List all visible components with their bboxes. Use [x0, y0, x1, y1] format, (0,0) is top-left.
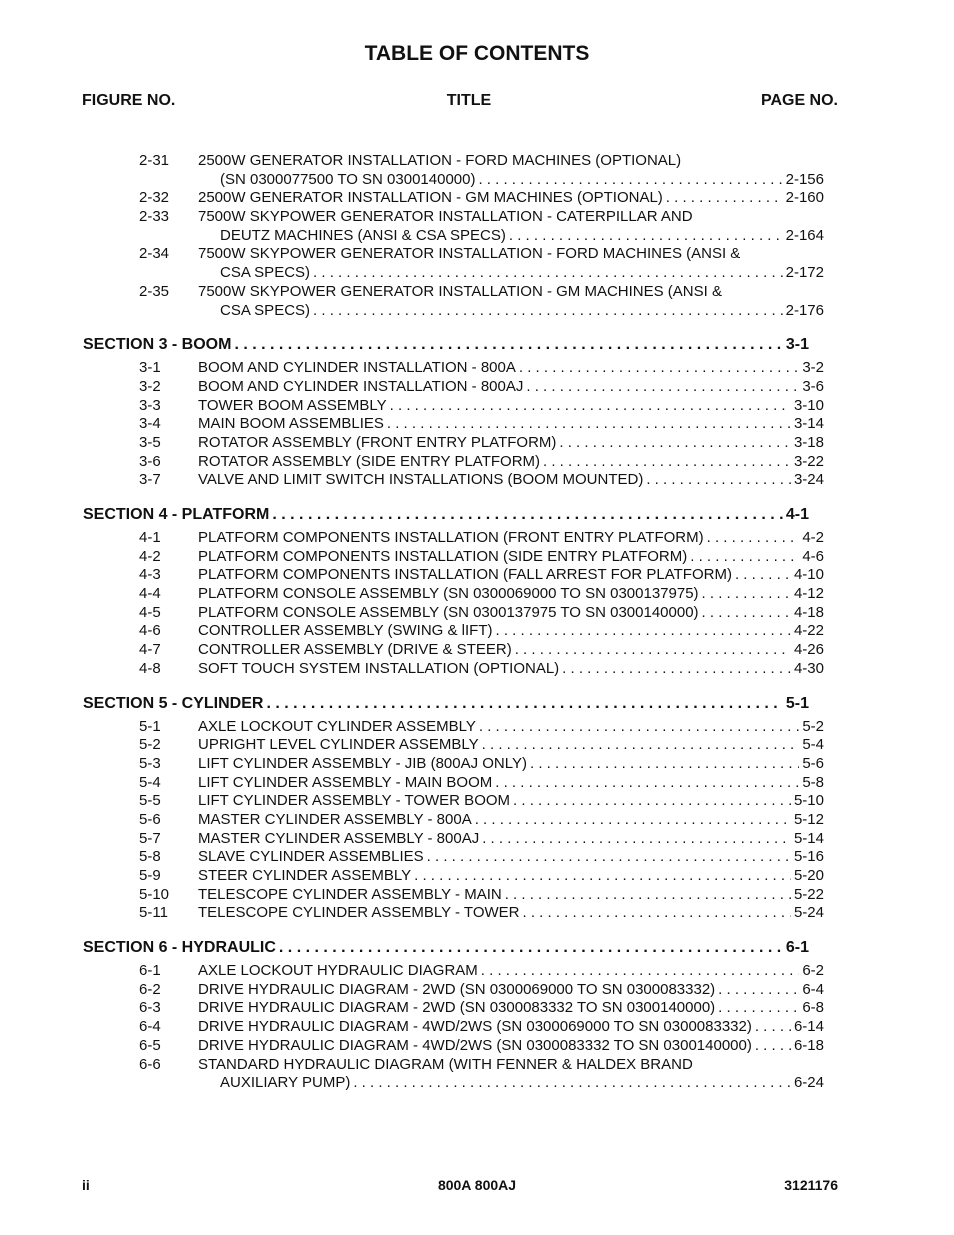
toc-entry[interactable] — [0, 453, 954, 472]
entry-title: 2500W GENERATOR INSTALLATION - FORD MACHINES (OPTIONAL) — [198, 152, 682, 169]
toc-entry[interactable] — [0, 1056, 954, 1093]
leader-dots — [690, 548, 799, 567]
entry-title: CSA SPECS) — [220, 264, 311, 282]
toc-entry[interactable] — [0, 548, 954, 567]
figure-number: 5-10 — [139, 885, 170, 903]
leader-dots — [427, 848, 791, 867]
entry-line — [198, 471, 824, 490]
figure-number: 3-2 — [139, 377, 161, 395]
leader-dots — [515, 641, 791, 660]
column-header-page: PAGE NO. — [760, 92, 838, 109]
entry-line — [198, 453, 824, 472]
leader-dots — [666, 189, 783, 208]
leader-dots — [279, 936, 783, 960]
entry-page-number: 6-18 — [793, 1036, 824, 1054]
entry-title: CONTROLLER ASSEMBLY (DRIVE & STEER) — [198, 641, 512, 659]
entry-title: DRIVE HYDRAULIC DIAGRAM - 2WD (SN 0300069000 TO SN 0300083332) — [198, 980, 716, 998]
entry-line — [198, 1018, 824, 1037]
entry-title: VALVE AND LIMIT SWITCH INSTALLATIONS (BOOM MOUNTED) — [198, 471, 644, 489]
entry-page-number: 4-22 — [793, 622, 824, 640]
entry-line — [198, 397, 824, 416]
figure-number: 5-11 — [139, 904, 168, 922]
entry-title: MASTER CYLINDER ASSEMBLY - 800AJ — [198, 829, 480, 847]
figure-number: 5-9 — [139, 867, 161, 884]
section-label: SECTION 6 - HYDRAULIC — [83, 939, 276, 957]
leader-dots — [707, 529, 800, 548]
toc-entry[interactable] — [0, 1037, 954, 1056]
toc-entry[interactable] — [0, 755, 954, 774]
entry-line — [198, 736, 824, 755]
entry-title: LIFT CYLINDER ASSEMBLY - MAIN BOOM — [198, 773, 493, 791]
leader-dots — [718, 999, 799, 1018]
entry-page-number: 4-12 — [793, 585, 824, 603]
toc-entry[interactable] — [0, 962, 954, 981]
figure-number: 6-1 — [139, 962, 161, 980]
toc-list — [0, 152, 954, 1093]
entry-page-number: 4-6 — [802, 547, 824, 565]
entry-title: BOOM AND CYLINDER INSTALLATION - 800AJ — [198, 377, 524, 395]
entry-page-number: 3-18 — [793, 433, 824, 451]
entry-page-number: 6-8 — [802, 999, 824, 1017]
entry-line — [198, 811, 824, 830]
figure-number: 3-5 — [139, 433, 161, 451]
leader-dots — [543, 453, 791, 472]
section-heading[interactable] — [83, 503, 809, 527]
entry-title: 7500W SKYPOWER GENERATOR INSTALLATION - GM MACHINES (ANSI & — [198, 282, 722, 300]
toc-entry[interactable] — [0, 867, 954, 886]
figure-number: 2-31 — [139, 152, 170, 169]
entry-page-number: 3-24 — [793, 471, 824, 489]
toc-entry[interactable] — [0, 359, 954, 378]
entry-line — [220, 302, 824, 321]
figure-number: 2-32 — [139, 189, 170, 207]
figure-number: 6-5 — [139, 1036, 161, 1054]
toc-entry[interactable] — [0, 660, 954, 679]
leader-dots — [505, 886, 791, 905]
entry-line — [198, 718, 824, 737]
figure-number: 5-5 — [139, 792, 161, 810]
entry-page-number: 3-2 — [802, 359, 824, 377]
figure-number: 3-3 — [139, 396, 161, 414]
entry-line — [198, 283, 824, 302]
toc-entry[interactable] — [0, 718, 954, 737]
column-header-title: TITLE — [446, 92, 492, 109]
entry-title: DRIVE HYDRAULIC DIAGRAM - 2WD (SN 0300083332 TO SN 0300140000) — [198, 999, 716, 1017]
leader-dots — [482, 736, 800, 755]
entry-line — [198, 622, 824, 641]
entry-line — [198, 886, 824, 905]
entry-title: SOFT TOUCH SYSTEM INSTALLATION (OPTIONAL) — [198, 659, 560, 677]
entry-line — [198, 641, 824, 660]
entry-title: UPRIGHT LEVEL CYLINDER ASSEMBLY — [198, 736, 479, 754]
toc-entry[interactable] — [0, 999, 954, 1018]
entry-page-number: 6-24 — [793, 1074, 824, 1092]
toc-entry[interactable] — [0, 904, 954, 923]
section-label: SECTION 4 - PLATFORM — [83, 506, 270, 523]
toc-entry[interactable] — [0, 792, 954, 811]
figure-number: 5-3 — [139, 754, 161, 772]
toc-entry[interactable] — [0, 189, 954, 208]
entry-page-number: 4-26 — [793, 641, 824, 659]
entry-line — [198, 434, 824, 453]
entry-title: STEER CYLINDER ASSEMBLY — [198, 867, 412, 884]
leader-dots — [266, 692, 782, 716]
entry-page-number: 2-176 — [785, 301, 824, 319]
section-heading[interactable] — [83, 692, 809, 716]
figure-number: 5-1 — [139, 717, 161, 735]
leader-dots — [475, 811, 791, 830]
entry-page-number: 3-10 — [793, 396, 824, 414]
entry-page-number: 3-6 — [802, 377, 824, 395]
entry-line — [198, 1056, 824, 1075]
entry-page-number: 6-14 — [793, 1018, 824, 1036]
section-label: SECTION 5 - CYLINDER — [83, 694, 264, 712]
toc-entry[interactable] — [0, 566, 954, 585]
entry-title: CSA SPECS) — [220, 301, 311, 319]
leader-dots — [313, 264, 783, 283]
entry-page-number: 2-156 — [785, 170, 824, 188]
entry-title: AXLE LOCKOUT HYDRAULIC DIAGRAM — [198, 962, 478, 980]
entry-page-number: 4-30 — [793, 659, 824, 677]
entry-line — [198, 755, 824, 774]
entry-line — [220, 1074, 824, 1093]
footer-page-number: ii — [82, 1177, 90, 1193]
section-label: SECTION 3 - BOOM — [83, 336, 232, 354]
leader-dots — [522, 904, 790, 923]
leader-dots — [481, 962, 800, 981]
figure-number: 2-34 — [139, 245, 170, 263]
entry-page-number: 5-16 — [793, 848, 824, 866]
entry-title: MASTER CYLINDER ASSEMBLY - 800A — [198, 810, 472, 828]
entry-title: PLATFORM COMPONENTS INSTALLATION (FALL ARREST FOR PLATFORM) — [198, 566, 732, 584]
leader-dots — [496, 622, 791, 641]
toc-entry[interactable] — [0, 378, 954, 397]
entry-page-number: 5-2 — [802, 717, 824, 735]
leader-dots — [272, 503, 783, 527]
leader-dots — [718, 981, 799, 1000]
entry-title: PLATFORM COMPONENTS INSTALLATION (SIDE ENTRY PLATFORM) — [198, 547, 688, 565]
entry-page-number: 6-2 — [802, 962, 824, 980]
entry-page-number: 2-160 — [785, 189, 824, 207]
entry-line — [198, 792, 824, 811]
entry-page-number: 5-10 — [793, 792, 824, 810]
toc-entry[interactable] — [0, 529, 954, 548]
figure-number: 4-8 — [139, 659, 161, 677]
toc-entry[interactable] — [0, 434, 954, 453]
footer-model: 800A 800AJ — [437, 1177, 517, 1193]
entry-line — [198, 774, 824, 793]
figure-number: 5-8 — [139, 848, 161, 866]
entry-title: LIFT CYLINDER ASSEMBLY - JIB (800AJ ONLY) — [198, 754, 527, 772]
entry-title: 2500W GENERATOR INSTALLATION - GM MACHINES (OPTIONAL) — [198, 189, 663, 207]
leader-dots — [414, 867, 791, 886]
entry-line — [220, 227, 824, 246]
entry-title: TELESCOPE CYLINDER ASSEMBLY - TOWER — [198, 904, 520, 922]
leader-dots — [526, 378, 799, 397]
entry-line — [198, 152, 824, 171]
figure-number: 6-3 — [139, 999, 161, 1017]
entry-page-number: 4-10 — [793, 566, 824, 584]
figure-number: 2-35 — [139, 282, 170, 300]
figure-number: 5-7 — [139, 829, 161, 847]
entry-line — [198, 566, 824, 585]
entry-page-number: 5-14 — [793, 829, 824, 847]
footer-doc-number: 3121176 — [784, 1177, 838, 1193]
figure-number: 4-4 — [139, 585, 161, 603]
entry-page-number: 2-172 — [785, 264, 824, 282]
entry-line — [198, 962, 824, 981]
entry-line — [198, 378, 824, 397]
toc-entry[interactable] — [0, 585, 954, 604]
entry-title: DRIVE HYDRAULIC DIAGRAM - 4WD/2WS (SN 0300083332 TO SN 0300140000) — [198, 1036, 752, 1054]
page-title: TABLE OF CONTENTS — [364, 42, 590, 65]
entry-title: 7500W SKYPOWER GENERATOR INSTALLATION - CATERPILLAR AND — [198, 208, 693, 226]
entry-title: TOWER BOOM ASSEMBLY — [198, 396, 387, 414]
entry-line — [198, 529, 824, 548]
figure-number: 3-6 — [139, 452, 161, 470]
section-page-number: 4-1 — [785, 506, 809, 523]
section-page-number: 5-1 — [785, 694, 809, 712]
toc-entry[interactable] — [0, 886, 954, 905]
entry-line — [198, 830, 824, 849]
leader-dots — [755, 1037, 791, 1056]
leader-dots — [353, 1074, 791, 1093]
entry-line — [198, 585, 824, 604]
entry-line — [198, 604, 824, 623]
figure-number: 3-4 — [139, 415, 161, 433]
toc-entry[interactable] — [0, 736, 954, 755]
entry-page-number: 5-20 — [793, 867, 824, 884]
leader-dots — [702, 604, 791, 623]
entry-title: DRIVE HYDRAULIC DIAGRAM - 4WD/2WS (SN 0300069000 TO SN 0300083332) — [198, 1018, 752, 1036]
entry-title: AUXILIARY PUMP) — [220, 1074, 351, 1092]
entry-title: ROTATOR ASSEMBLY (SIDE ENTRY PLATFORM) — [198, 452, 541, 470]
entry-title: BOOM AND CYLINDER INSTALLATION - 800A — [198, 359, 516, 377]
figure-number: 4-6 — [139, 622, 161, 640]
figure-number: 4-3 — [139, 566, 161, 584]
leader-dots — [482, 830, 791, 849]
entry-line — [198, 415, 824, 434]
entry-line — [198, 999, 824, 1018]
entry-page-number: 5-22 — [793, 885, 824, 903]
entry-line — [198, 359, 824, 378]
toc-entry[interactable] — [0, 152, 954, 189]
figure-number: 6-4 — [139, 1018, 161, 1036]
leader-dots — [313, 302, 783, 321]
entry-page-number: 5-4 — [802, 736, 824, 754]
figure-number: 4-5 — [139, 603, 161, 621]
column-header-figure: FIGURE NO. — [82, 92, 176, 109]
figure-number: 6-2 — [139, 980, 161, 998]
leader-dots — [559, 434, 791, 453]
figure-number: 5-4 — [139, 773, 161, 791]
entry-line — [198, 848, 824, 867]
entry-page-number: 5-8 — [802, 773, 824, 791]
entry-line — [220, 264, 824, 283]
toc-entry[interactable] — [0, 283, 954, 320]
toc-entry[interactable] — [0, 471, 954, 490]
entry-title: PLATFORM CONSOLE ASSEMBLY (SN 0300069000 TO SN 0300137975) — [198, 585, 699, 603]
entry-title: AXLE LOCKOUT CYLINDER ASSEMBLY — [198, 717, 476, 735]
figure-number: 4-7 — [139, 641, 161, 659]
entry-title: (SN 0300077500 TO SN 0300140000) — [220, 170, 476, 188]
leader-dots — [702, 585, 791, 604]
figure-number: 6-6 — [139, 1055, 161, 1073]
entry-line — [198, 208, 824, 227]
leader-dots — [562, 660, 791, 679]
entry-title: SLAVE CYLINDER ASSEMBLIES — [198, 848, 424, 866]
section-page-number: 6-1 — [785, 939, 809, 957]
toc-entry[interactable] — [0, 415, 954, 434]
entry-title: TELESCOPE CYLINDER ASSEMBLY - MAIN — [198, 885, 502, 903]
entry-line — [198, 245, 824, 264]
entry-title: PLATFORM CONSOLE ASSEMBLY (SN 0300137975 TO SN 0300140000) — [198, 603, 699, 621]
entry-title: 7500W SKYPOWER GENERATOR INSTALLATION - FORD MACHINES (ANSI & — [198, 245, 741, 263]
entry-title: ROTATOR ASSEMBLY (FRONT ENTRY PLATFORM) — [198, 433, 557, 451]
entry-line — [198, 1037, 824, 1056]
entry-page-number: 2-164 — [785, 226, 824, 244]
figure-number: 5-2 — [139, 736, 161, 754]
entry-page-number: 4-18 — [793, 603, 824, 621]
figure-number: 2-33 — [139, 208, 170, 226]
figure-number: 4-1 — [139, 529, 161, 546]
leader-dots — [495, 774, 799, 793]
toc-entry[interactable] — [0, 622, 954, 641]
entry-title: MAIN BOOM ASSEMBLIES — [198, 415, 384, 433]
toc-entry[interactable] — [0, 774, 954, 793]
toc-entry[interactable] — [0, 397, 954, 416]
leader-dots — [387, 415, 791, 434]
toc-entry[interactable] — [0, 245, 954, 282]
entry-line — [198, 189, 824, 208]
section-heading[interactable] — [83, 936, 809, 960]
leader-dots — [513, 792, 791, 811]
figure-number: 4-2 — [139, 547, 161, 565]
toc-entry[interactable] — [0, 208, 954, 245]
entry-line — [220, 171, 824, 190]
entry-line — [198, 867, 824, 886]
entry-page-number: 3-22 — [793, 452, 824, 470]
leader-dots — [390, 397, 791, 416]
entry-page-number: 5-24 — [793, 904, 824, 922]
section-page-number: 3-1 — [785, 336, 809, 354]
toc-entry[interactable] — [0, 848, 954, 867]
leader-dots — [479, 718, 799, 737]
leader-dots — [530, 755, 799, 774]
entry-page-number: 4-2 — [802, 529, 824, 546]
figure-number: 5-6 — [139, 810, 161, 828]
leader-dots — [478, 171, 782, 190]
toc-entry[interactable] — [0, 604, 954, 623]
leader-dots — [509, 227, 783, 246]
entry-line — [198, 660, 824, 679]
entry-page-number: 5-12 — [793, 810, 824, 828]
leader-dots — [519, 359, 799, 378]
entry-page-number: 6-4 — [802, 980, 824, 998]
leader-dots — [735, 566, 791, 585]
toc-entry[interactable] — [0, 641, 954, 660]
toc-entry[interactable] — [0, 830, 954, 849]
entry-title: PLATFORM COMPONENTS INSTALLATION (FRONT ENTRY PLATFORM) — [198, 529, 704, 546]
section-heading[interactable] — [83, 333, 809, 357]
toc-entry[interactable] — [0, 811, 954, 830]
leader-dots — [646, 471, 791, 490]
entry-line — [198, 904, 824, 923]
toc-entry[interactable] — [0, 1018, 954, 1037]
leader-dots — [755, 1018, 791, 1037]
entry-title: LIFT CYLINDER ASSEMBLY - TOWER BOOM — [198, 792, 511, 810]
figure-number: 3-1 — [139, 359, 161, 377]
entry-title: DEUTZ MACHINES (ANSI & CSA SPECS) — [220, 226, 506, 244]
entry-line — [198, 548, 824, 567]
entry-line — [198, 981, 824, 1000]
leader-dots — [234, 333, 782, 357]
entry-title: CONTROLLER ASSEMBLY (SWING & lIFT) — [198, 622, 493, 640]
entry-title: STANDARD HYDRAULIC DIAGRAM (WITH FENNER & HALDEX BRAND — [198, 1055, 693, 1073]
entry-page-number: 3-14 — [793, 415, 824, 433]
figure-number: 3-7 — [139, 471, 161, 489]
toc-entry[interactable] — [0, 981, 954, 1000]
entry-page-number: 5-6 — [802, 754, 824, 772]
